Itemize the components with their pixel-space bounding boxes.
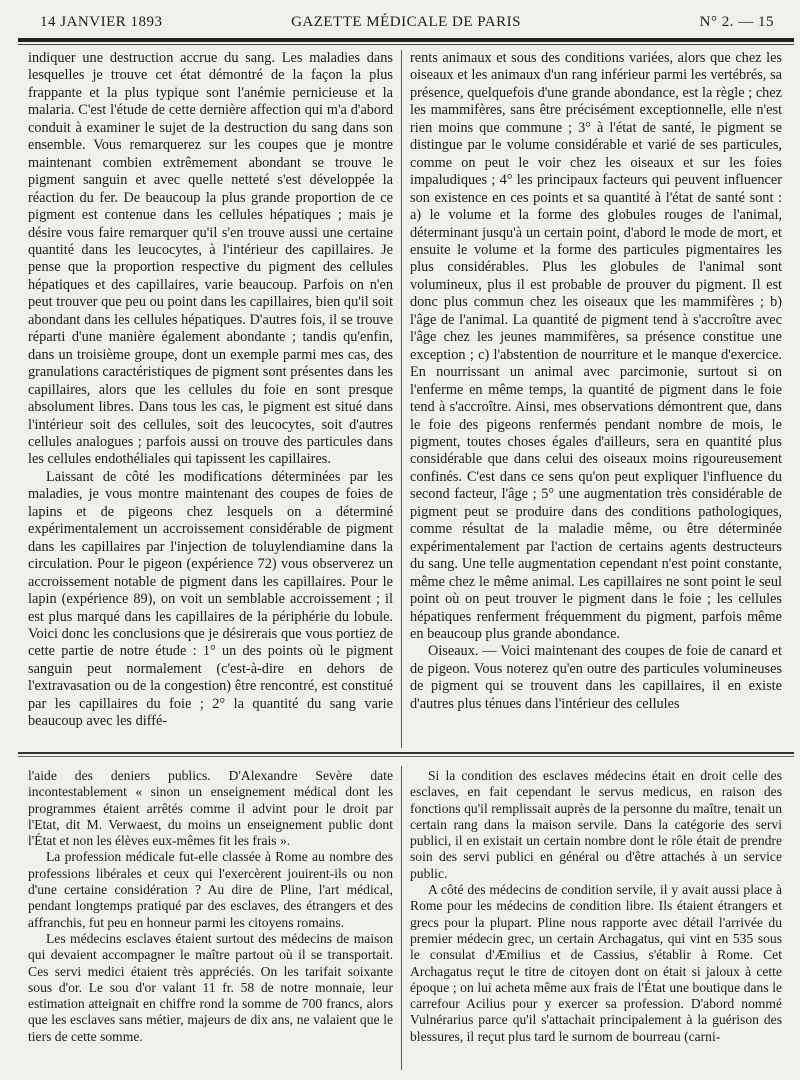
bottom-left-column — [28, 768, 393, 1068]
paragraph: Laissant de côté les modifications déterminées par les maladies, je vous montre maintenant des coupes de foies de lapins et de pigeons chez lesquels on a déterminé expérimentalement un accroissement considérable de pigment dans les capillaires par l'injection de toluylendiamine dans la circulation. Pour le pigeon (expérience 72) vous observerez un accroissement notable de pigment dans les capillaires. Pour le lapin (expérience 89), on voit un semblable accroissement ; il est plus marqué dans les capillaires de la périphérie du lobule. Voici donc les conclusions que je désirerais que vous portiez de cette partie de notre étude : 1° un des points où le pigment sanguin peut normalement (c'est-à-dire en dehors de l'extravasation ou de la congestion) être rencontré, est constitué par les capillaires du foie ; 2° la quantité du sang varie beaucoup avec les diffé- — [28, 468, 393, 730]
section-separator — [18, 752, 794, 754]
header-rule-thick — [18, 38, 794, 42]
page-header — [30, 12, 782, 34]
page-number: N° 2. — 15 — [699, 14, 774, 30]
column-divider — [401, 50, 402, 748]
header-rule-thin — [18, 44, 794, 45]
paragraph: Si la condition des esclaves médecins était en droit celle des esclaves, en fait cependant le servus medicus, en raison des fonctions qu'il remplissait auprès de la personne du maître, tenait un certain rang dans la maison servile. Dans la catégorie des servi publici, il en existait un certain nombre dont le rôle était de prendre soin des servi publici en général ou d'être attachés à un service public. — [410, 768, 782, 881]
paragraph: A côté des médecins de condition servile, il y avait aussi place à Rome pour les médecins de condition libre. Ils étaient étrangers et grecs pour la plupart. Pline nous rapporte avec détail l'arrivée du premier médecin grec, un certain Archagatus, qui vint en 535 sous le consulat d'Æmilius et de Cassius, s'établir à Rome. Cet Archagatus reçut le titre de citoyen dont on était si jaloux à cette époque ; on lui acheta même aux frais de l'État une boutique dans le carrefour Acilius pour y exercer sa profession. D'abord nommé Vulnérarius parce qu'il s'attachait principalement à la guérison des blessures, il reçut plus tard le surnom de bourreau (carni- — [410, 882, 782, 1044]
top-right-column — [410, 50, 782, 748]
paragraph: l'aide des deniers publics. D'Alexandre Sevère date incontestablement « sinon un enseignement médical dont les programmes étaient arrêtés comme il advint pour le droit par l'Etat, dit M. Verwaest, du moins un enseignement public dont l'État et non les élèves eux-mêmes fit les frais ». — [28, 768, 393, 849]
top-left-column — [28, 50, 393, 748]
bottom-right-column — [410, 768, 782, 1068]
paragraph: La profession médicale fut-elle classée à Rome au nombre des professions libérales et ceux qui l'exercèrent jouirent-ils ou non d'une certaine considération ? Au dire de Pline, l'art médical, pendant longtemps pratiqué par des esclaves, des étrangers et des affranchis, fut peu en honneur parmi les citoyens romains. — [28, 849, 393, 930]
paragraph: indiquer une destruction accrue du sang. Les maladies dans lesquelles je trouve cet état démontré de la façon la plus frappante et la plus typique sont l'anémie pernicieuse et la malaria. C'est l'étude de cette dernière affection qui m'a d'abord conduit à examiner le sujet de la destruction du sang dans son ensemble. Vous remarquerez sur les coupes que je montre maintenant combien extrêmement abondant se trouve le pigment sanguin et avec quelle netteté s'est développée la réaction du fer. De beaucoup la plus grande proportion de ce pigment est contenue dans les cellules hépatiques ; mais je désire vous faire remarquer qu'il s'en trouve aussi une certaine quantité dans les leucocytes, à l'intérieur des capillaires. Je pense que la proportion respective du pigment des cellules hépatiques et des capillaires, varie beaucoup. Parfois on n'en peut trouver que peu ou point dans les capillaires, bien qu'il soit abondant dans les cellules hépatiques. D'autres fois, il se trouve réparti d'une manière également abondante ; tandis qu'enfin, dans un troisième groupe, dont un exemple parmi mes cas, des granulations caractéristiques de pigment sont présentes dans les capillaires, alors que les cellules du foie en sont presque absolument libres. Dans tous les cas, le pigment est situé dans l'intérieur soit des cellules, soit des leucocytes, soit d'autres cellules analogues ; parfois aussi on trouve des particules dans les cellules endothéliales qui tapissent les capillaires. — [28, 50, 393, 468]
section-separator-thin — [18, 756, 794, 757]
paragraph: Oiseaux. — Voici maintenant des coupes de foie de canard et de pigeon. Vous noterez qu'en outre des particules volumineuses de pigment qui se trouvent dans les capillaires, il en existe d'autres plus ténues dans l'intérieur des cellules — [410, 643, 782, 712]
paragraph: Les médecins esclaves étaient surtout des médecins de maison qui devaient accompagner le maître partout où il se transportait. Ces servi medici étaient très appréciés. On les tarifait soixante sous d'or. Le sou d'or valant 11 fr. 58 de notre monnaie, leur estimation atteignait en chiffre rond la somme de 700 francs, alors que les esclaves sans métier, majeurs de dix ans, ne valaient que le tiers de cette somme. — [28, 930, 393, 1044]
column-divider-bottom — [401, 766, 402, 1070]
paragraph: rents animaux et sous des conditions variées, alors que chez les oiseaux et les animaux d'un rang inférieur parmi les vertébrés, sa présence, quelquefois d'une grande abondance, est la règle ; chez les mammifères, sans être précisément exceptionnelle, elle n'est rien moins que commune ; 3° à l'état de santé, le pigment se distingue par le volume considérable et varié de ses particules, comme on peut le voir chez les oiseaux et sur les foies impaludiques ; 4° les principaux facteurs qui peuvent influencer son existence en ces points et sa quantité à l'état de santé sont : a) le volume et la forme des globules rouges de l'animal, déterminant jusqu'à un certain point, d'abord le mode de mort, et ensuite le volume et la forme des particules pigmentaires les plus considérables. Plus les globules de l'animal sont volumineux, plus il est probable de prouver du pigment. Il est donc plus commun chez les oiseaux que les mammifères ; b) l'âge de l'animal. La quantité de pigment tend à s'accroître avec l'âge chez les jeunes mammifères, sa présence constitue une exception ; c) l'abstention de nourriture et le manque d'exercice. En nourrissant un animal avec parcimonie, surtout si on l'enferme en même temps, la quantité de pigment dans le foie tend à s'accroître. Ainsi, mes observations démontrent que, dans le foie des pigeons renfermés pendant nombre de mois, le pigment, toutes choses égales d'ailleurs, sera en quantité plus considérable que dans celui des oiseaux moins rigoureusement confinés. C'est dans ce sens qu'on peut expliquer l'influence du second facteur, l'âge ; 5° une augmentation très considérable de pigment peut se produire dans des conditions pathologiques, comme résultat de la maladie même, ou être déterminée expérimentalement par l'action de certains agents destructeurs du sang. Une telle augmentation cependant n'est point constante, même chez le même animal. Les capillaires ne sont point le seul point où on peut trouver le pigment dans le foie ; les cellules hépatiques renferment fréquemment du pigment, parfois même en beaucoup plus grande abondance. — [410, 50, 782, 642]
journal-title: GAZETTE MÉDICALE DE PARIS — [291, 14, 521, 30]
issue-date: 14 JANVIER 1893 — [40, 14, 163, 30]
